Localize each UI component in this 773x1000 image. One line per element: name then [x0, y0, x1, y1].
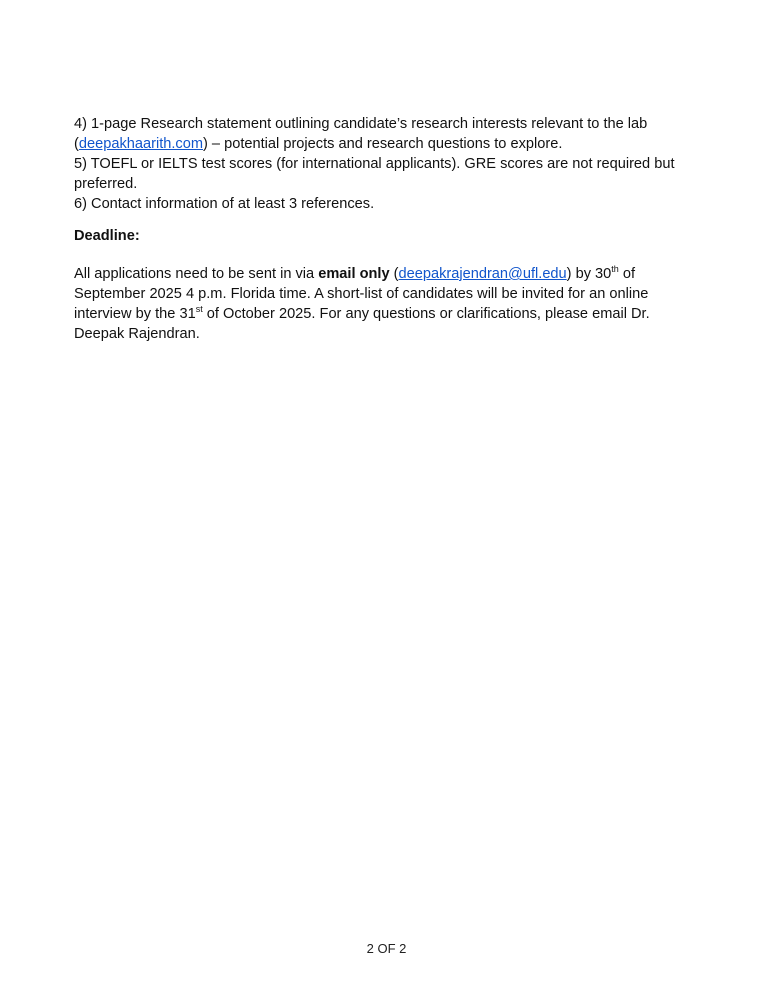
email-only-emphasis: email only [318, 266, 390, 282]
requirement-item-5: 5) TOEFL or IELTS test scores (for international applicants). GRE scores are not required but preferred. [74, 156, 675, 192]
page-number-footer: 2 OF 2 [366, 941, 407, 956]
lab-website-link[interactable]: deepakhaarith.com [78, 136, 204, 152]
ordinal-suffix-st: st [195, 304, 203, 315]
deadline-text-3: ) by 30 [566, 266, 612, 282]
deadline-text-2: ( [389, 266, 399, 282]
deadline-text-1: All applications need to be sent in via [74, 266, 319, 282]
deadline-heading: Deadline: [74, 228, 140, 244]
item-4-suffix: ) – potential projects and research questions to explore. [203, 136, 563, 152]
requirement-item-6: 6) Contact information of at least 3 references. [74, 196, 375, 212]
document-body [74, 114, 686, 344]
contact-email-link[interactable]: deepakrajendran@ufl.edu [398, 266, 567, 282]
deadline-text-5: of October 2025. For any questions or clarifications, please email Dr. Deepak Rajendran. [74, 306, 650, 342]
item-4-prefix: 4) 1-page Research statement outlining candidate’s research interests relevant to the lab ( [74, 116, 648, 152]
requirement-item-4 [74, 114, 686, 154]
deadline-text-4: of September 2025 4 p.m. Florida time. A short-list of candidates will be invited for an online interview by the 31 [74, 266, 649, 322]
ordinal-suffix-th: th [611, 264, 619, 275]
deadline-paragraph [74, 264, 686, 344]
